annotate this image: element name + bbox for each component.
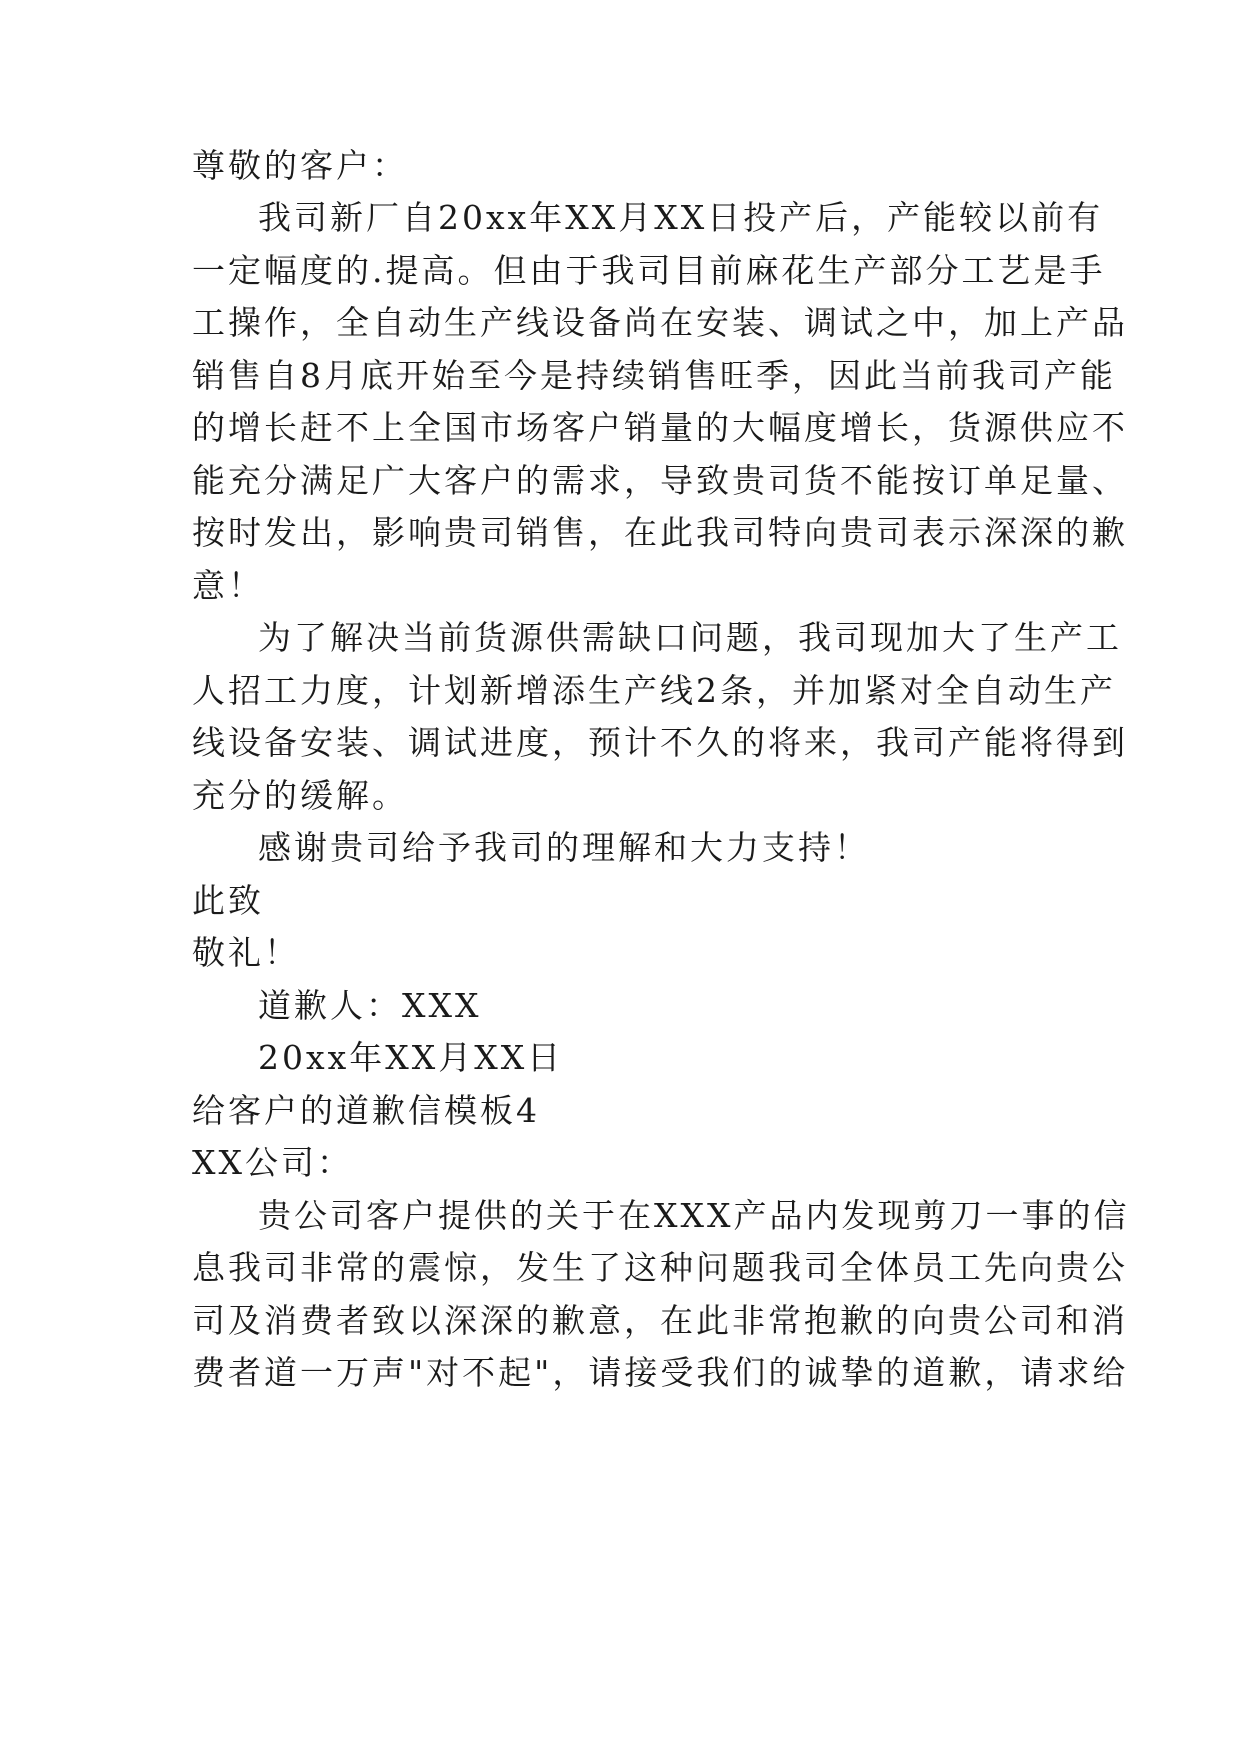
date-line: 20xx年XX月XX日 [258,1038,564,1077]
paragraph-line: 意！ [192,566,264,605]
paragraph-line: 为了解决当前货源供需缺口问题，我司现加大了生产工 [258,618,1122,657]
paragraph-line: 线设备安装、调试进度，预计不久的将来，我司产能将得到 [192,723,1128,762]
paragraph-line: 工操作，全自动生产线设备尚在安装、调试之中，加上产品 [192,303,1128,342]
paragraph-line: 息我司非常的震惊，发生了这种问题我司全体员工先向贵公 [192,1248,1128,1287]
paragraph-line: 一定幅度的.提高。但由于我司目前麻花生产部分工艺是手 [192,251,1106,290]
salutation: XX公司： [192,1143,353,1182]
paragraph-line: 的增长赶不上全国市场客户销量的大幅度增长，货源供应不 [192,408,1128,447]
salutation: 尊敬的客户： [192,146,408,185]
template-title: 给客户的道歉信模板4 [192,1091,540,1130]
paragraph-line: 贵公司客户提供的关于在XXX产品内发现剪刀一事的信 [258,1196,1130,1235]
signer-line: 道歉人：XXX [258,986,482,1025]
closing-line: 敬礼！ [192,933,300,972]
paragraph-line: 我司新厂自20xx年XX月XX日投产后，产能较以前有 [258,198,1104,237]
paragraph-line: 销售自8月底开始至今是持续销售旺季，因此当前我司产能 [192,356,1116,395]
paragraph-line: 按时发出，影响贵司销售，在此我司特向贵司表示深深的歉 [192,513,1128,552]
paragraph-line: 司及消费者致以深深的歉意，在此非常抱歉的向贵公司和消 [192,1301,1128,1340]
paragraph-line: 能充分满足广大客户的需求，导致贵司货不能按订单足量、 [192,461,1128,500]
paragraph-line: 充分的缓解。 [192,776,408,815]
paragraph-line: 人招工力度，计划新增添生产线2条，并加紧对全自动生产 [192,671,1116,710]
paragraph-line: 费者道一万声"对不起"，请接受我们的诚挚的道歉，请求给 [192,1353,1129,1392]
thanks-line: 感谢贵司给予我司的理解和大力支持！ [258,828,870,867]
closing-line: 此致 [192,881,264,920]
